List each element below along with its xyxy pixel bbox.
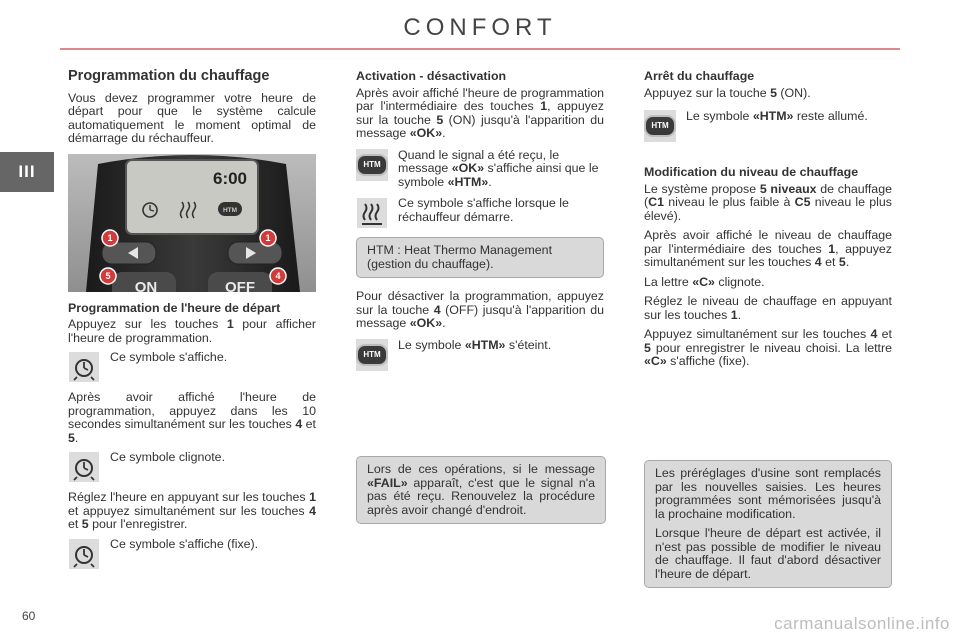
icon3-caption: Ce symbole s'affiche (fixe). [110,536,259,551]
page-number: 60 [22,609,36,623]
section-title-programming: Programmation du chauffage [68,68,270,84]
on-button-label: ON [134,278,158,292]
htm-definition-note: HTM : Heat Thermo Management (gestion du chauffage). [356,237,604,278]
level-paragraph-1: Le système propose 5 niveaux de chauffage (C1 niveau le plus faible à C5 niveau le plus élevé). [644,181,892,223]
htm-icon: HTM [356,149,388,181]
heater-start-caption: Ce symbole s'affiche lorsque le réchauffeur démarre. [398,196,569,224]
level-paragraph-4: Réglez le niveau de chauffage en appuyant sur les touches 1. [644,294,892,322]
clock-icon [68,451,100,483]
clock-icon [68,351,100,383]
heat-waves-icon [356,197,388,229]
stop-paragraph: Appuyez sur la touche 5 (ON). [644,85,811,100]
icon-row-clock-fixed [68,538,316,570]
section-title-stop: Arrêt du chauffage [644,69,755,83]
column-programming [68,70,316,578]
level-paragraph-3: La lettre «C» clignote. [644,274,765,289]
icon2-caption: Ce symbole clignote. [110,450,226,464]
remote-control-photo [68,154,316,292]
column-stop-and-level [644,69,892,581]
icon1-caption: Ce symbole s'affiche. [110,350,228,364]
column-activation [356,69,604,517]
off-button-label: OFF [225,278,255,292]
clock-icon [68,538,100,570]
page-title: CONFORT [403,14,557,41]
htm-stays-caption: Le symbole «HTM» reste allumé. [686,109,868,123]
icon-row-clock-display [68,351,316,383]
remote-illustration [68,154,316,292]
htm-icon: HTM [644,110,676,142]
icon-row-clock-blink [68,451,316,483]
factory-presets-note: Les préréglages d'usine sont remplacés par les nouvelles saisies. Les heures programmées sont mémorisées jusqu'à la prochaine modification. Lorsque l'heure de départ est activée, il n'est pas possible de modifier le niveau de chauffage. Il faut d'abord désactiver l'heure de départ. [644,460,892,588]
display-htm-badge: HTM [222,206,238,214]
htm-ok-caption: Quand le signal a été reçu, le message «OK» s'affiche ainsi que le symbole «HTM». [398,147,599,189]
callout-1-right: 1 [265,232,271,243]
header-divider [60,48,900,50]
intro-paragraph: Vous devez programmer votre heure de départ pour que le système calcule automatiquement le moment optimal de démarrage du réchauffeur. [68,90,316,145]
deactivation-paragraph: Pour désactiver la programmation, appuyez sur la touche 4 (OFF) jusqu'à l'apparition du message «OK». [356,289,604,330]
activation-paragraph: Après avoir affiché l'heure de programmation par l'intermédiaire des touches 1, appuyez sur la touche 5 (ON) jusqu'à l'apparition du message «OK». [356,85,604,140]
chapter-tab: III [0,152,54,192]
fail-message-note: Lors de ces opérations, si le message «FAIL» apparaît, c'est que le signal n'a pas été reçu. Renouvelez la procédure après avoir changé d'endroit. [356,456,606,524]
step2-paragraph: Après avoir affiché l'heure de programmation, appuyez dans les 10 secondes simultanément sur les touches 4 et 5. [68,390,317,445]
icon-row-htm-off [356,339,604,371]
level-paragraph-5: Appuyez simultanément sur les touches 4 et 5 pour enregistrer le niveau choisi. La lettre «C» s'affiche (fixe). [644,327,892,368]
callout-4: 4 [275,270,281,281]
icon-row-htm-ok [356,149,604,190]
callout-1-left: 1 [107,232,113,243]
icon-row-heater-start [356,197,604,229]
watermark: carmanualsonline.info [774,614,950,633]
step1-paragraph: Appuyez sur les touches 1 pour afficher l'heure de programmation. [68,317,316,345]
step3-paragraph: Réglez l'heure en appuyant sur les touches 1 et appuyez simultanément sur les touches 4 et 5 pour l'enregistrer. [68,490,316,531]
htm-icon: HTM [356,339,388,371]
htm-off-caption: Le symbole «HTM» s'éteint. [398,337,552,352]
subtitle-time-programming: Programmation de l'heure de départ [68,300,281,315]
display-time: 6:00 [212,168,248,188]
icon-row-htm-stays [644,110,892,142]
section-title-activation: Activation - désactivation [356,69,507,83]
subtitle-heating-level: Modification du niveau de chauffage [644,165,859,179]
level-paragraph-2: Après avoir affiché le niveau de chauffage par l'intermédiaire des touches 1, appuyez simultanément sur les touches 4 et 5. [644,228,892,269]
callout-5: 5 [105,270,111,281]
